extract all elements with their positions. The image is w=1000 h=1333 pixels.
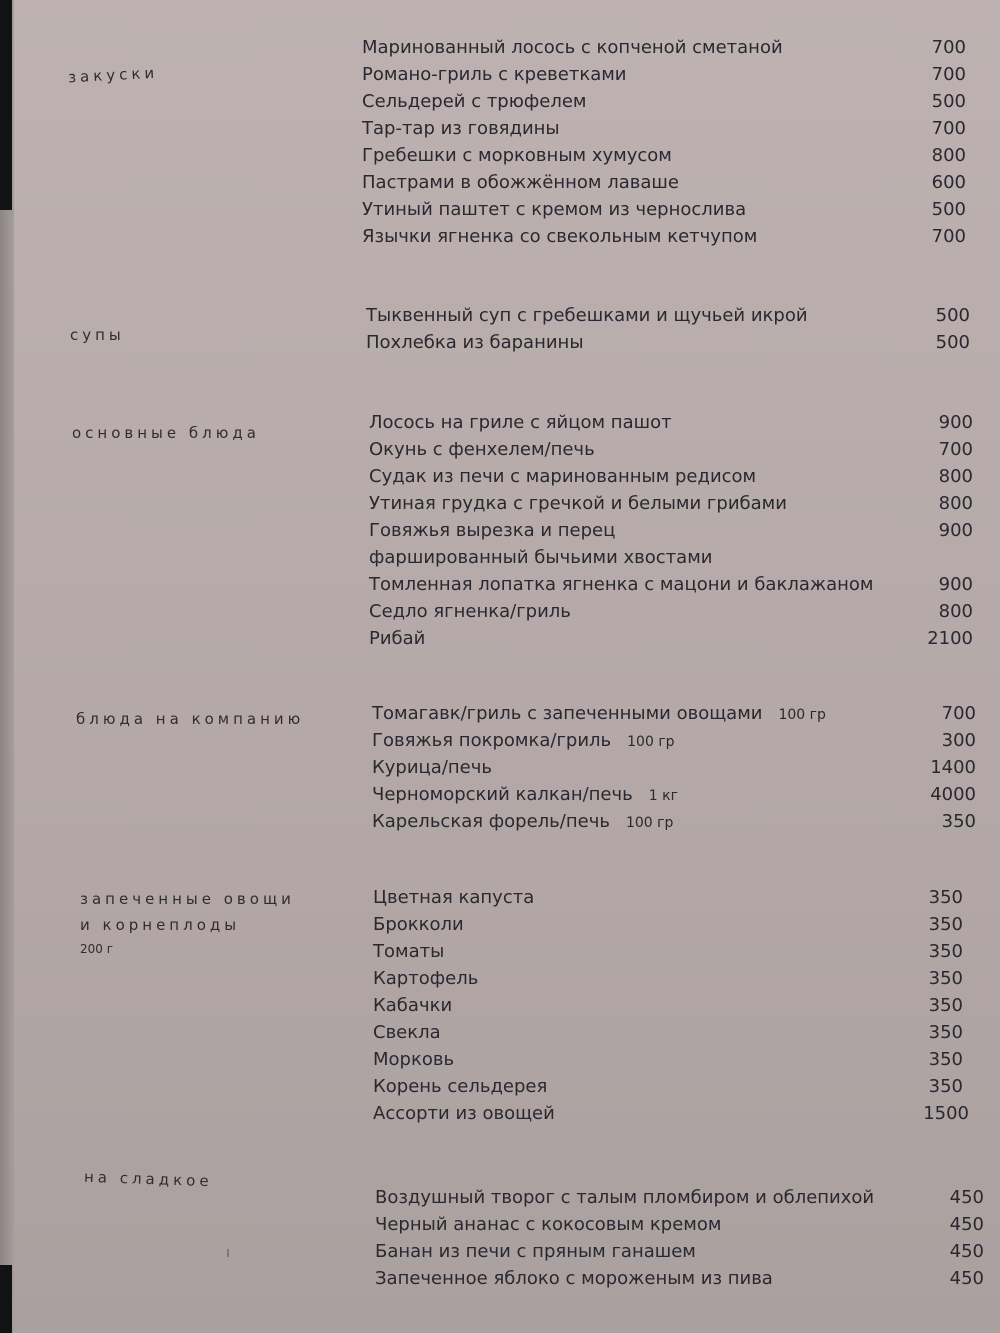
item-name: Морковь — [373, 1049, 455, 1070]
menu-item — [375, 1238, 987, 1265]
item-price: 700 — [931, 118, 966, 139]
item-name: Гребешки с морковным хумусом — [362, 145, 672, 166]
item-price: 450 — [949, 1241, 984, 1262]
item-price: 450 — [949, 1268, 984, 1289]
menu-item — [362, 115, 988, 142]
item-price: 350 — [928, 968, 963, 989]
item-price: 800 — [931, 145, 966, 166]
menu-item — [373, 1073, 985, 1100]
item-name-text: Говяжья покромка/гриль — [372, 730, 612, 751]
item-name: Маринованный лосось с копченой сметаной — [362, 37, 783, 58]
item-price: 900 — [938, 412, 973, 433]
item-price: 350 — [928, 941, 963, 962]
menu-items-list — [362, 34, 988, 250]
binder-strip-bottom — [0, 1265, 12, 1333]
item-name: Томленная лопатка ягненка с мацони и баклажаном — [369, 574, 874, 595]
item-name: Корень сельдерея — [373, 1076, 548, 1097]
item-name: Пастрами в обожжённом лаваше — [362, 172, 679, 193]
item-name — [372, 700, 826, 729]
section-weight-note: 200 г — [80, 942, 114, 956]
menu-item — [362, 88, 988, 115]
item-price: 500 — [931, 199, 966, 220]
menu-item — [375, 1184, 987, 1211]
item-price: 800 — [938, 493, 973, 514]
item-name: Утиный паштет с кремом из чернослива — [362, 199, 747, 220]
menu-item — [366, 329, 992, 356]
menu-item — [375, 1211, 987, 1238]
menu-item — [373, 965, 985, 992]
menu-item — [362, 34, 988, 61]
item-price: 1400 — [930, 757, 976, 778]
menu-item — [362, 61, 988, 88]
menu-item — [373, 1019, 985, 1046]
menu-item — [372, 808, 998, 835]
item-weight: 100 гр — [625, 815, 674, 831]
item-name-text: Томагавк/гриль с запеченными овощами — [372, 703, 763, 724]
item-name: Утиная грудка с гречкой и белыми грибами — [369, 493, 787, 514]
item-price: 1500 — [923, 1103, 969, 1124]
menu-item — [373, 884, 985, 911]
menu-item — [369, 409, 995, 436]
item-price: 900 — [938, 574, 973, 595]
item-price: 700 — [938, 439, 973, 460]
item-name — [372, 754, 492, 781]
menu-item — [372, 700, 998, 727]
item-price: 900 — [938, 520, 973, 541]
menu-item — [372, 727, 998, 754]
section-title: закуски — [67, 63, 159, 87]
item-name: Цветная капуста — [373, 887, 535, 908]
menu-item — [362, 142, 988, 169]
item-name: Похлебка из баранины — [366, 332, 584, 353]
item-name — [372, 808, 673, 837]
item-price: 350 — [928, 995, 963, 1016]
item-weight: 100 гр — [627, 734, 675, 750]
menu-item — [372, 754, 998, 781]
section-title: блюда на компанию — [76, 710, 305, 728]
menu-item — [369, 571, 995, 598]
item-name: Воздушный творог с талым пломбиром и облепихой — [375, 1187, 875, 1208]
menu-item — [369, 517, 995, 571]
item-price: 700 — [931, 37, 966, 58]
section-title: супы — [70, 326, 125, 344]
item-name-text: Черноморский калкан/печь — [372, 784, 633, 805]
item-price: 350 — [928, 887, 963, 908]
menu-item — [362, 223, 988, 250]
ink-smudge: ı — [226, 1245, 230, 1261]
menu-item — [373, 992, 985, 1019]
item-name: Судак из печи с маринованным редисом — [369, 466, 757, 487]
binder-strip-top — [0, 0, 12, 210]
item-price: 700 — [931, 64, 966, 85]
item-price: 300 — [941, 730, 976, 751]
item-price: 500 — [935, 332, 970, 353]
item-name-text: Карельская форель/печь — [372, 811, 610, 832]
item-price: 600 — [931, 172, 966, 193]
menu-item — [362, 196, 988, 223]
section-title: на сладкое — [83, 1167, 213, 1191]
section-title: основные блюда — [72, 424, 260, 442]
menu-item — [369, 598, 995, 625]
item-name: Ассорти из овощей — [373, 1103, 555, 1124]
item-name: Черный ананас с кокосовым кремом — [375, 1214, 722, 1235]
item-price: 350 — [928, 1049, 963, 1070]
menu-item — [369, 436, 995, 463]
item-name: Томаты — [373, 941, 445, 962]
menu-items-list — [372, 700, 998, 835]
menu-items-list — [369, 409, 995, 652]
item-name: Язычки ягненка со свекольным кетчупом — [362, 226, 758, 247]
item-name: Окунь с фенхелем/печь — [369, 439, 595, 460]
item-name: Романо-гриль с креветками — [362, 64, 627, 85]
item-name: Лосось на гриле с яйцом пашот — [369, 412, 672, 433]
item-price: 500 — [935, 305, 970, 326]
menu-items-list — [373, 884, 985, 1127]
item-name: Кабачки — [373, 995, 453, 1016]
item-name: Свекла — [373, 1022, 441, 1043]
menu-items-list — [375, 1184, 987, 1292]
item-name — [372, 727, 675, 756]
item-price: 350 — [928, 1076, 963, 1097]
item-name: Тар-тар из говядины — [362, 118, 560, 139]
item-price: 450 — [949, 1187, 984, 1208]
item-price: 350 — [941, 811, 976, 832]
item-name: Сельдерей с трюфелем — [362, 91, 587, 112]
section-title-line-1: запеченные овощи — [80, 890, 295, 908]
item-name: Банан из печи с пряным ганашем — [375, 1241, 696, 1262]
item-name — [372, 781, 678, 810]
menu-item — [369, 463, 995, 490]
item-price: 800 — [938, 466, 973, 487]
menu-item — [373, 911, 985, 938]
item-name: Картофель — [373, 968, 479, 989]
item-name: Тыквенный суп с гребешками и щучьей икрой — [366, 305, 808, 326]
menu-item — [369, 625, 995, 652]
section-title-line-2: и корнеплоды — [80, 916, 241, 934]
menu-item — [373, 938, 985, 965]
item-name: Говяжья вырезка и перец фаршированный бычьими хвостами — [369, 520, 713, 568]
menu-item — [369, 490, 995, 517]
item-name: Запеченное яблоко с мороженым из пива — [375, 1268, 773, 1289]
item-price: 700 — [931, 226, 966, 247]
menu-item — [375, 1265, 987, 1292]
item-price: 350 — [928, 914, 963, 935]
item-price: 350 — [928, 1022, 963, 1043]
menu-items-list — [366, 302, 992, 356]
item-name: Седло ягненка/гриль — [369, 601, 571, 622]
item-weight: 1 кг — [648, 788, 678, 804]
item-price: 500 — [931, 91, 966, 112]
menu-item — [372, 781, 998, 808]
item-price: 800 — [938, 601, 973, 622]
menu-item — [373, 1046, 985, 1073]
item-name: Рибай — [369, 628, 426, 649]
item-price: 450 — [949, 1214, 984, 1235]
item-weight: 100 гр — [778, 707, 826, 723]
item-name-text: Курица/печь — [372, 757, 492, 778]
menu-item — [366, 302, 992, 329]
item-name: Брокколи — [373, 914, 464, 935]
item-price: 700 — [941, 703, 976, 724]
item-price: 2100 — [927, 628, 973, 649]
menu-item — [362, 169, 988, 196]
item-price: 4000 — [930, 784, 976, 805]
menu-item — [373, 1100, 985, 1127]
